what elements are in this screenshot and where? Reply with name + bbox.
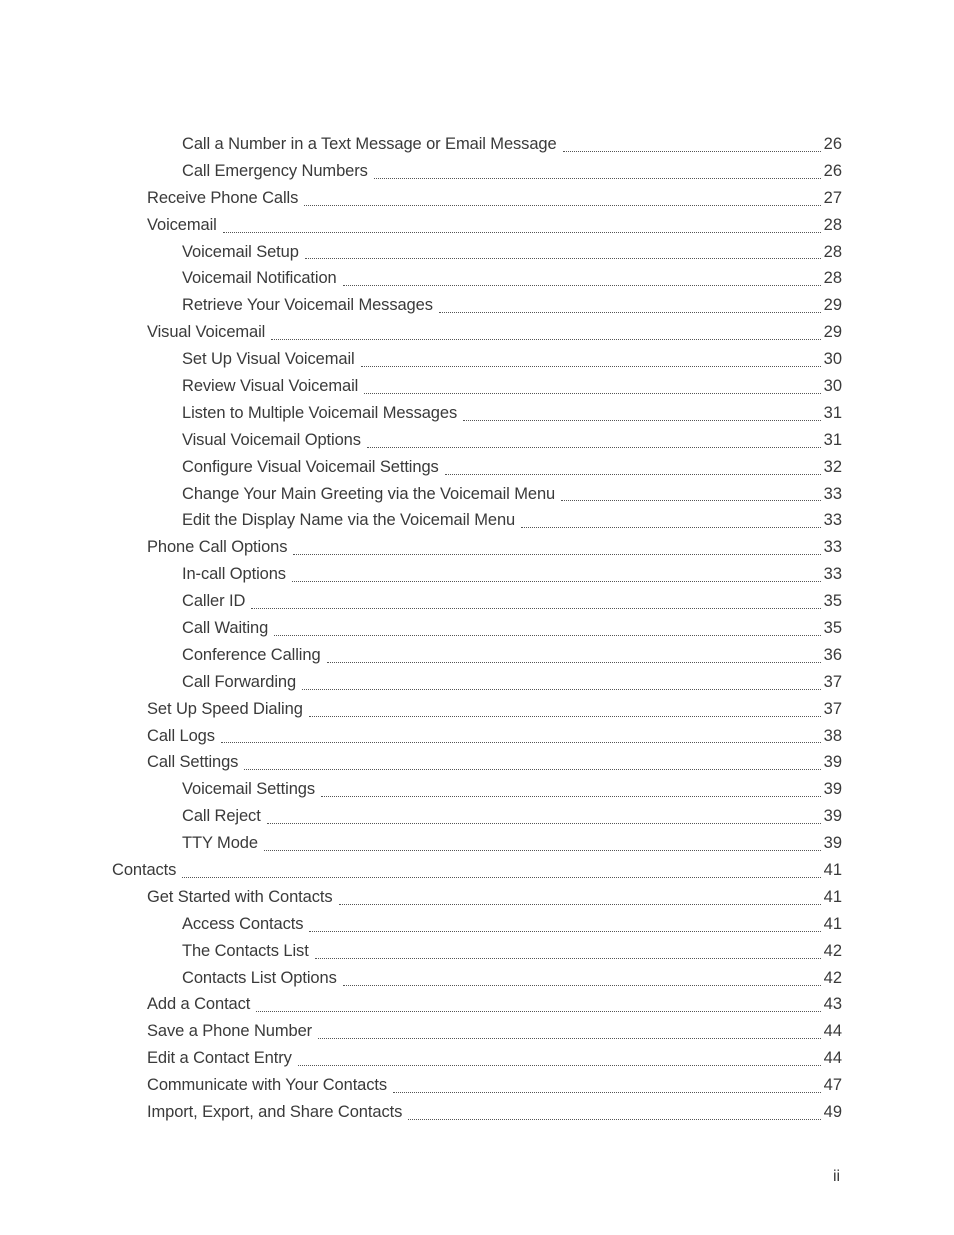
toc-entry-title: Set Up Visual Voicemail — [182, 350, 355, 369]
toc-entry-title: Phone Call Options — [147, 538, 288, 557]
toc-dot-leader — [302, 688, 821, 690]
toc-entry-title: In-call Options — [182, 565, 286, 584]
toc-entry-title: Call Forwarding — [182, 672, 297, 691]
toc-dot-leader — [339, 903, 821, 905]
toc-dot-leader — [244, 768, 820, 770]
toc-entry-title: Conference Calling — [182, 645, 321, 664]
toc-dot-leader — [321, 795, 821, 797]
toc-entry-title: The Contacts List — [182, 941, 309, 960]
toc-entry-page: 26 — [823, 134, 842, 153]
toc-dot-leader — [309, 715, 821, 717]
toc-entry-page: 35 — [823, 618, 842, 637]
toc-entry[interactable] — [0, 723, 842, 750]
toc-entry-page: 29 — [823, 323, 842, 342]
toc-entry[interactable] — [0, 400, 842, 427]
toc-entry[interactable] — [0, 292, 842, 319]
toc-entry-title: Access Contacts — [182, 914, 304, 933]
toc-entry[interactable] — [0, 427, 842, 454]
toc-dot-leader — [521, 526, 821, 528]
toc-entry-title: Call a Number in a Text Message or Email Message — [182, 134, 557, 153]
toc-entry[interactable] — [0, 346, 842, 373]
toc-entry-page: 35 — [823, 592, 842, 611]
toc-entry[interactable] — [0, 965, 842, 992]
toc-dot-leader — [361, 365, 821, 367]
toc-entry-title: Visual Voicemail — [147, 323, 266, 342]
toc-entry-page: 42 — [823, 968, 842, 987]
toc-entry-page: 31 — [823, 403, 842, 422]
toc-entry-page: 30 — [823, 350, 842, 369]
toc-entry[interactable] — [0, 373, 842, 400]
toc-entry-title: Review Visual Voicemail — [182, 376, 359, 395]
toc-dot-leader — [439, 311, 821, 313]
toc-entry-page: 27 — [823, 188, 842, 207]
toc-dot-leader — [327, 661, 821, 663]
toc-entry-title: Set Up Speed Dialing — [147, 699, 303, 718]
toc-dot-leader — [292, 580, 821, 582]
toc-entry-title: Call Emergency Numbers — [182, 161, 368, 180]
toc-entry-title: Contacts List Options — [182, 968, 337, 987]
toc-entry[interactable] — [0, 588, 842, 615]
toc-entry[interactable] — [0, 319, 842, 346]
toc-entry-page: 41 — [823, 914, 842, 933]
toc-entry-title: Call Logs — [147, 726, 215, 745]
toc-entry-page: 26 — [823, 161, 842, 180]
toc-dot-leader — [343, 284, 821, 286]
toc-dot-leader — [264, 849, 821, 851]
toc-dot-leader — [182, 876, 820, 878]
toc-dot-leader — [343, 984, 821, 986]
toc-entry-page: 37 — [823, 672, 842, 691]
toc-entry-title: Change Your Main Greeting via the Voicemail Menu — [182, 484, 556, 503]
toc-entry[interactable] — [0, 669, 842, 696]
toc-dot-leader — [393, 1091, 821, 1093]
toc-entry-page: 28 — [823, 269, 842, 288]
toc-entry-page: 28 — [823, 242, 842, 261]
toc-entry[interactable] — [0, 481, 842, 508]
toc-entry-page: 49 — [823, 1103, 842, 1121]
toc-entry-page: 47 — [823, 1076, 842, 1095]
toc-entry[interactable] — [0, 642, 842, 669]
toc-entry-title: Voicemail Notification — [182, 269, 337, 288]
toc-dot-leader — [463, 419, 821, 421]
toc-entry-page: 39 — [823, 753, 842, 772]
toc-entry-page: 39 — [823, 807, 842, 826]
toc-entry-title: Call Reject — [182, 807, 261, 826]
toc-entry[interactable] — [0, 239, 842, 266]
toc-entry-page: 33 — [823, 538, 842, 557]
toc-entry-page: 30 — [823, 376, 842, 395]
toc-entry[interactable] — [0, 749, 842, 776]
toc-entry-title: Voicemail — [147, 215, 217, 234]
toc-entry-page: 36 — [823, 645, 842, 664]
toc-entry[interactable] — [0, 615, 842, 642]
toc-entry-title: Get Started with Contacts — [147, 887, 333, 906]
table-of-contents — [0, 131, 954, 1126]
toc-dot-leader — [367, 446, 821, 448]
toc-entry[interactable] — [0, 212, 842, 239]
toc-entry[interactable] — [0, 776, 842, 803]
toc-entry[interactable] — [0, 1072, 842, 1099]
toc-entry-title: TTY Mode — [182, 834, 258, 853]
toc-entry[interactable] — [0, 158, 842, 185]
toc-dot-leader — [309, 930, 820, 932]
toc-entry-title: Edit the Display Name via the Voicemail Menu — [182, 511, 516, 530]
toc-entry[interactable] — [0, 803, 842, 830]
toc-entry-page: 31 — [823, 430, 842, 449]
toc-dot-leader — [271, 338, 820, 340]
toc-entry-page: 41 — [823, 860, 842, 879]
toc-entry-page: 42 — [823, 941, 842, 960]
toc-entry-title: Edit a Contact Entry — [147, 1049, 292, 1068]
toc-entry[interactable] — [0, 1018, 842, 1045]
toc-entry[interactable] — [0, 185, 842, 212]
toc-entry[interactable] — [0, 265, 842, 292]
toc-entry-title: Voicemail Settings — [182, 780, 316, 799]
toc-entry[interactable] — [0, 131, 842, 158]
toc-dot-leader — [251, 607, 820, 609]
toc-dot-leader — [374, 177, 821, 179]
toc-entry-title: Call Waiting — [182, 618, 269, 637]
toc-entry[interactable] — [0, 507, 842, 534]
toc-dot-leader — [561, 499, 821, 501]
toc-entry-page: 39 — [823, 780, 842, 799]
toc-dot-leader — [293, 553, 820, 555]
toc-dot-leader — [274, 634, 820, 636]
toc-dot-leader — [445, 473, 821, 475]
toc-entry-page: 33 — [823, 565, 842, 584]
toc-entry[interactable] — [0, 1045, 842, 1072]
toc-entry[interactable] — [0, 884, 842, 911]
page-number: ii — [833, 1168, 841, 1185]
toc-entry-title: Import, Export, and Share Contacts — [147, 1103, 403, 1121]
toc-entry[interactable] — [0, 938, 842, 965]
toc-entry-page: 38 — [823, 726, 842, 745]
toc-entry-title: Communicate with Your Contacts — [147, 1076, 388, 1095]
toc-entry-title: Add a Contact — [147, 995, 251, 1014]
toc-dot-leader — [305, 257, 821, 259]
toc-entry-page: 29 — [823, 296, 842, 315]
toc-entry-page: 37 — [823, 699, 842, 718]
toc-entry-page: 28 — [823, 215, 842, 234]
toc-entry-page: 43 — [823, 995, 842, 1014]
toc-entry[interactable] — [0, 454, 842, 481]
toc-dot-leader — [563, 150, 821, 152]
toc-dot-leader — [256, 1010, 820, 1012]
toc-entry-title: Caller ID — [182, 592, 246, 611]
toc-entry-page: 33 — [823, 484, 842, 503]
toc-entry-page: 41 — [823, 887, 842, 906]
toc-entry-title: Configure Visual Voicemail Settings — [182, 457, 439, 476]
toc-dot-leader — [318, 1037, 821, 1039]
toc-entry[interactable] — [0, 911, 842, 938]
toc-dot-leader — [315, 957, 821, 959]
toc-dot-leader — [304, 204, 820, 206]
toc-entry-title: Receive Phone Calls — [147, 188, 299, 207]
toc-dot-leader — [221, 741, 821, 743]
toc-entry-page: 32 — [823, 457, 842, 476]
toc-entry[interactable] — [0, 561, 842, 588]
toc-entry[interactable] — [0, 534, 842, 561]
toc-dot-leader — [408, 1118, 820, 1120]
toc-entry-page: 44 — [823, 1049, 842, 1068]
toc-entry-page: 39 — [823, 834, 842, 853]
toc-entry-title: Visual Voicemail Options — [182, 430, 361, 449]
toc-dot-leader — [298, 1064, 821, 1066]
toc-entry[interactable] — [0, 857, 842, 884]
toc-dot-leader — [267, 822, 821, 824]
toc-entry-page: 33 — [823, 511, 842, 530]
toc-entry[interactable] — [0, 830, 842, 857]
toc-entry[interactable] — [0, 1099, 842, 1126]
toc-entry-title: Contacts — [112, 860, 177, 879]
toc-entry[interactable] — [0, 696, 842, 723]
toc-entry-title: Voicemail Setup — [182, 242, 299, 261]
toc-dot-leader — [364, 392, 820, 394]
toc-entry-page: 44 — [823, 1022, 842, 1041]
toc-entry-title: Listen to Multiple Voicemail Messages — [182, 403, 458, 422]
toc-entry-title: Save a Phone Number — [147, 1022, 313, 1041]
toc-entry-title: Retrieve Your Voicemail Messages — [182, 296, 433, 315]
toc-dot-leader — [223, 231, 821, 233]
toc-entry-title: Call Settings — [147, 753, 239, 772]
toc-entry[interactable] — [0, 992, 842, 1019]
